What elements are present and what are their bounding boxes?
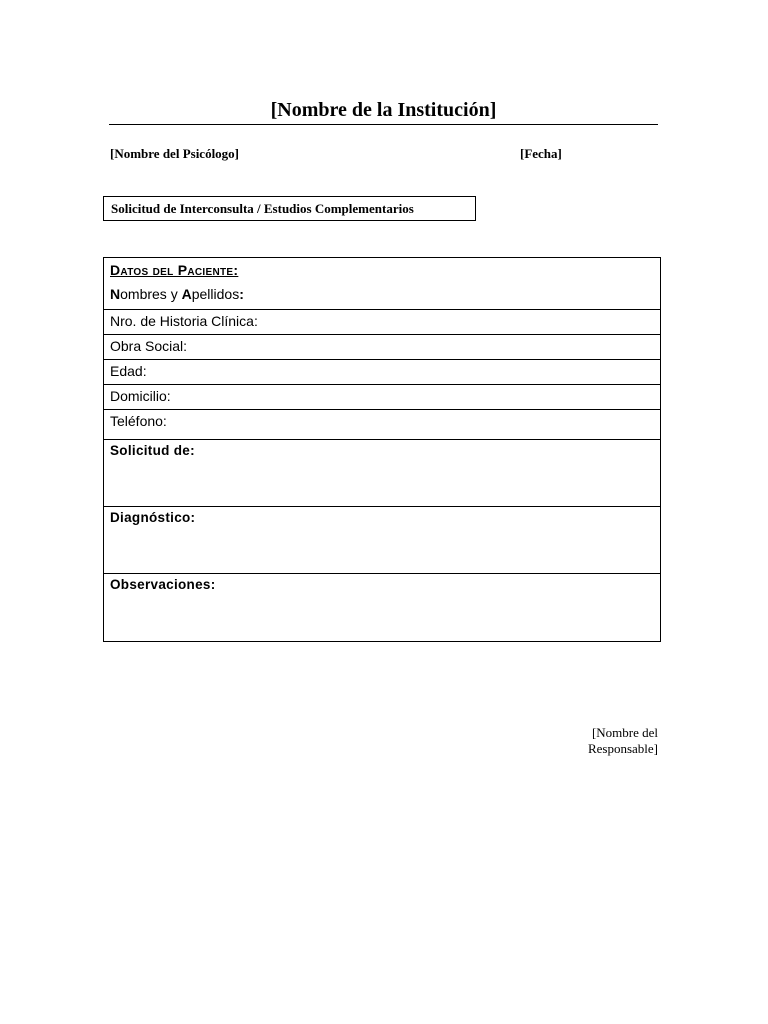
psychologist-name: [Nombre del Psicólogo] <box>110 146 240 161</box>
section-observaciones: Observaciones: <box>110 577 216 592</box>
field-historia-clinica: Nro. de Historia Clínica: <box>104 310 660 335</box>
name-text-pellidos: pellidos <box>191 286 240 302</box>
name-text-ombres: ombres y <box>120 286 182 302</box>
signature-block <box>520 725 658 757</box>
request-title-box: Solicitud de Interconsulta / Estudios Complementarios <box>103 196 476 221</box>
name-colon: : <box>239 286 244 302</box>
field-domicilio: Domicilio: <box>104 385 660 410</box>
signature-line-2: Responsable] <box>587 741 658 756</box>
section-diagnostico: Diagnóstico: <box>104 507 660 574</box>
institution-title: [Nombre de la Institución] <box>270 99 497 121</box>
signature-line-1: [Nombre del <box>591 725 658 740</box>
patient-section-title: Datos del Paciente: <box>110 262 239 278</box>
patient-header-row <box>104 258 660 310</box>
field-obra-social: Obra Social: <box>104 335 660 360</box>
patient-form-table <box>103 257 661 642</box>
field-telefono: Teléfono: <box>104 410 660 440</box>
patient-name-label <box>110 285 660 303</box>
field-edad: Edad: <box>104 360 660 385</box>
section-solicitud: Solicitud de: <box>104 440 660 507</box>
title-rule <box>109 124 658 125</box>
date-field: [Fecha] <box>520 146 562 161</box>
name-initial-a: A <box>181 286 192 302</box>
name-initial-n: N <box>110 286 121 302</box>
